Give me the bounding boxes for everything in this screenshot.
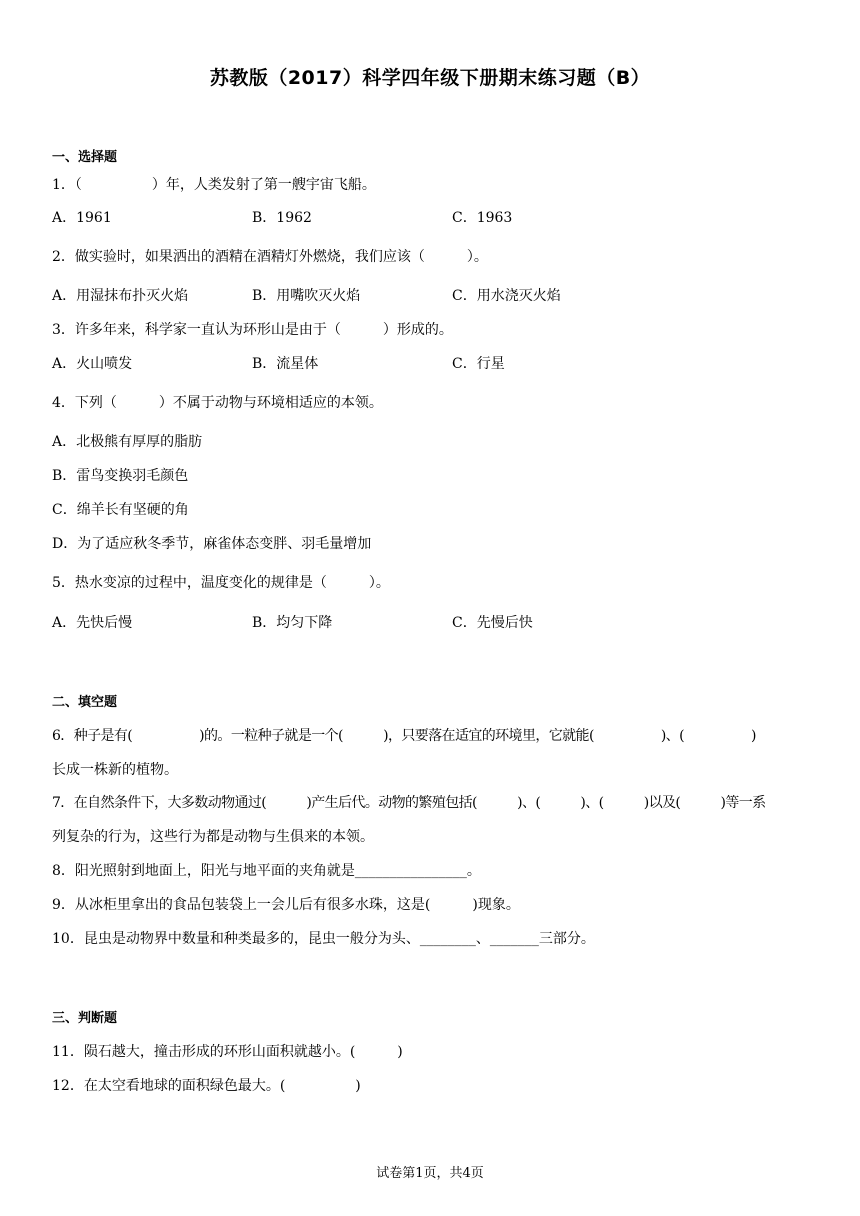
question-4-option-a: A．北极熊有厚厚的脂肪 — [52, 434, 203, 450]
question-4: 4．下列（ ）不属于动物与环境相适应的本领。 — [52, 395, 383, 411]
question-5-option-b: B．均匀下降 — [252, 615, 333, 631]
question-6-line-2: 长成一株新的植物。 — [52, 762, 178, 778]
question-1-option-b: B．1962 — [252, 210, 312, 226]
question-4-option-d: D．为了适应秋冬季节，麻雀体态变胖、羽毛量增加 — [52, 536, 372, 552]
question-2: 2．做实验时，如果洒出的酒精在酒精灯外燃烧，我们应该（ ）。 — [52, 249, 488, 265]
question-9: 9．从冰柜里拿出的食品包装袋上一会儿后有很多水珠，这是( )现象。 — [52, 897, 520, 913]
question-1-option-a: A．1961 — [52, 210, 112, 226]
question-6-line-1: 6．种子是有( )的。一粒种子就是一个( )，只要落在适宜的环境里，它就能( )、( ) — [52, 728, 756, 744]
question-5-option-c: C．先慢后快 — [452, 615, 533, 631]
question-8: 8．阳光照射到地面上，阳光与地平面的夹角就是________________。 — [52, 863, 481, 879]
question-4-option-b: B．雷鸟变换羽毛颜色 — [52, 468, 189, 484]
page-footer: 试卷第1页，共4页 — [376, 1166, 484, 1181]
question-11: 11．陨石越大，撞击形成的环形山面积就越小。( ) — [52, 1044, 403, 1060]
question-5: 5．热水变凉的过程中，温度变化的规律是（ ）。 — [52, 575, 390, 591]
question-12: 12．在太空看地球的面积绿色最大。( ) — [52, 1078, 361, 1094]
question-2-option-c: C．用水浇灭火焰 — [452, 288, 561, 304]
question-1-option-c: C．1963 — [452, 210, 513, 226]
question-7-line-1: 7．在自然条件下，大多数动物通过( )产生后代。动物的繁殖包括( )、( )、( )以及( )等一系 — [52, 795, 766, 811]
question-1: 1．（ ）年，人类发射了第一艘宇宙飞船。 — [52, 177, 376, 193]
question-3-option-b: B．流星体 — [252, 356, 319, 372]
question-10: 10．昆虫是动物界中数量和种类最多的，昆虫一般分为头、________、_______三部分。 — [52, 931, 595, 947]
question-2-option-a: A．用湿抹布扑灭火焰 — [52, 288, 189, 304]
question-3-option-c: C．行星 — [452, 356, 505, 372]
section-heading-fill-blank: 二、填空题 — [52, 695, 118, 710]
question-4-option-c: C．绵羊长有坚硬的角 — [52, 502, 189, 518]
question-3: 3．许多年来，科学家一直认为环形山是由于（ ）形成的。 — [52, 322, 453, 338]
page-title: 苏教版（2017）科学四年级下册期末练习题（B） — [209, 67, 651, 89]
question-7-line-2: 列复杂的行为，这些行为都是动物与生俱来的本领。 — [52, 829, 374, 845]
section-heading-choice: 一、选择题 — [52, 150, 118, 165]
question-5-option-a: A．先快后慢 — [52, 615, 133, 631]
section-heading-true-false: 三、判断题 — [52, 1011, 118, 1026]
question-2-option-b: B．用嘴吹灭火焰 — [252, 288, 361, 304]
question-3-option-a: A．火山喷发 — [52, 356, 133, 372]
